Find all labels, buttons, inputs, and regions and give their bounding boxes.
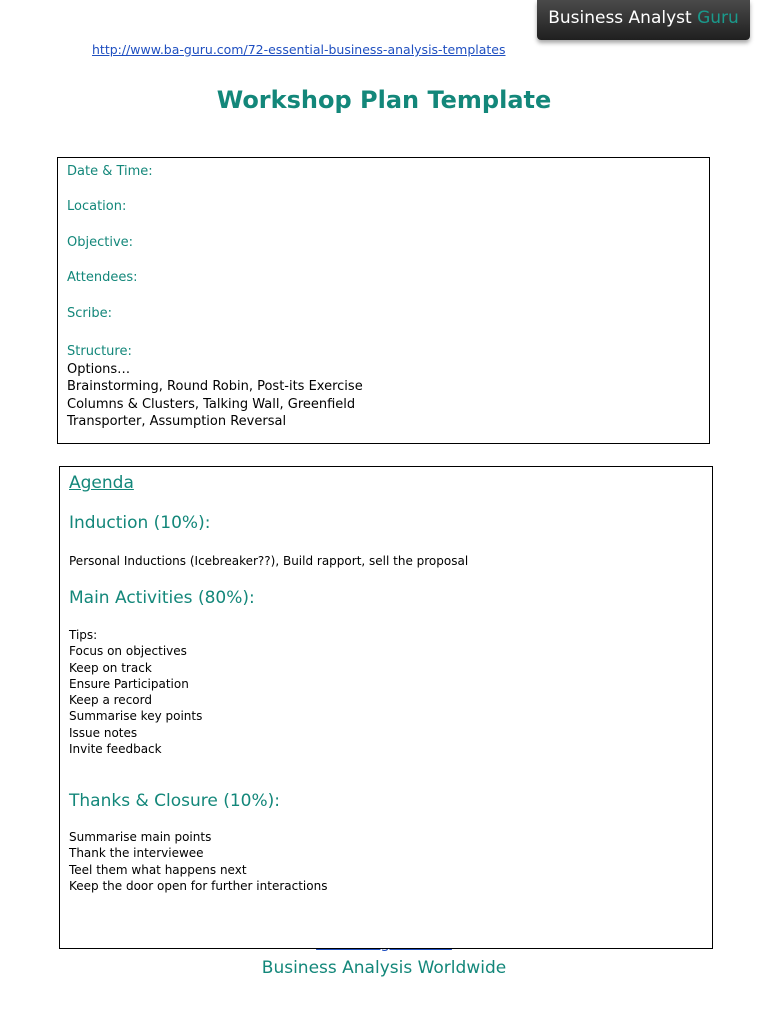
agenda-box	[59, 466, 713, 949]
closure-list	[69, 829, 327, 894]
brand-name: Business Analyst	[548, 8, 698, 28]
list-item: Keep the door open for further interactions	[69, 878, 328, 893]
main-activities-list	[69, 627, 202, 757]
main-activities-heading: Main Activities (80%):	[69, 588, 255, 608]
footer-tagline: Business Analysis Worldwide	[261, 958, 507, 978]
objective-label: Objective:	[67, 235, 134, 250]
structure-block	[67, 343, 363, 431]
date-time-label: Date & Time:	[67, 164, 153, 179]
list-item: Issue notes	[69, 725, 138, 740]
closure-heading: Thanks & Closure (10%):	[69, 791, 280, 811]
list-item: Focus on objectives	[69, 644, 187, 659]
list-item: Ensure Participation	[69, 676, 189, 691]
list-item: Summarise main points	[69, 830, 212, 844]
structure-label: Structure:	[67, 344, 132, 359]
list-item: Teel them what happens next	[69, 862, 247, 877]
attendees-label: Attendees:	[67, 270, 138, 285]
scribe-label: Scribe:	[67, 306, 112, 321]
templates-link[interactable]: http://www.ba-guru.com/72-essential-business-analysis-templates	[92, 42, 506, 57]
list-item: Keep a record	[69, 693, 152, 708]
location-label: Location:	[67, 199, 127, 214]
induction-text: Personal Inductions (Icebreaker??), Build rapport, sell the proposal	[69, 554, 469, 568]
page-title: Workshop Plan Template	[216, 86, 552, 114]
list-item: Invite feedback	[69, 742, 162, 757]
induction-heading: Induction (10%):	[69, 513, 211, 533]
brand-logo	[537, 0, 750, 40]
list-item: Keep on track	[69, 660, 152, 675]
details-box	[57, 157, 710, 444]
structure-line: Columns & Clusters, Talking Wall, Greenfield	[67, 396, 356, 412]
structure-line: Brainstorming, Round Robin, Post-its Exercise	[67, 379, 363, 394]
structure-line: Options…	[67, 361, 131, 377]
structure-line: Transporter, Assumption Reversal	[67, 414, 287, 429]
list-item: Summarise key points	[69, 709, 203, 724]
list-item: Thank the interviewee	[69, 846, 204, 861]
agenda-heading[interactable]: Agenda	[69, 473, 134, 493]
brand-guru: Guru	[697, 8, 739, 28]
list-item: Tips:	[69, 628, 98, 642]
